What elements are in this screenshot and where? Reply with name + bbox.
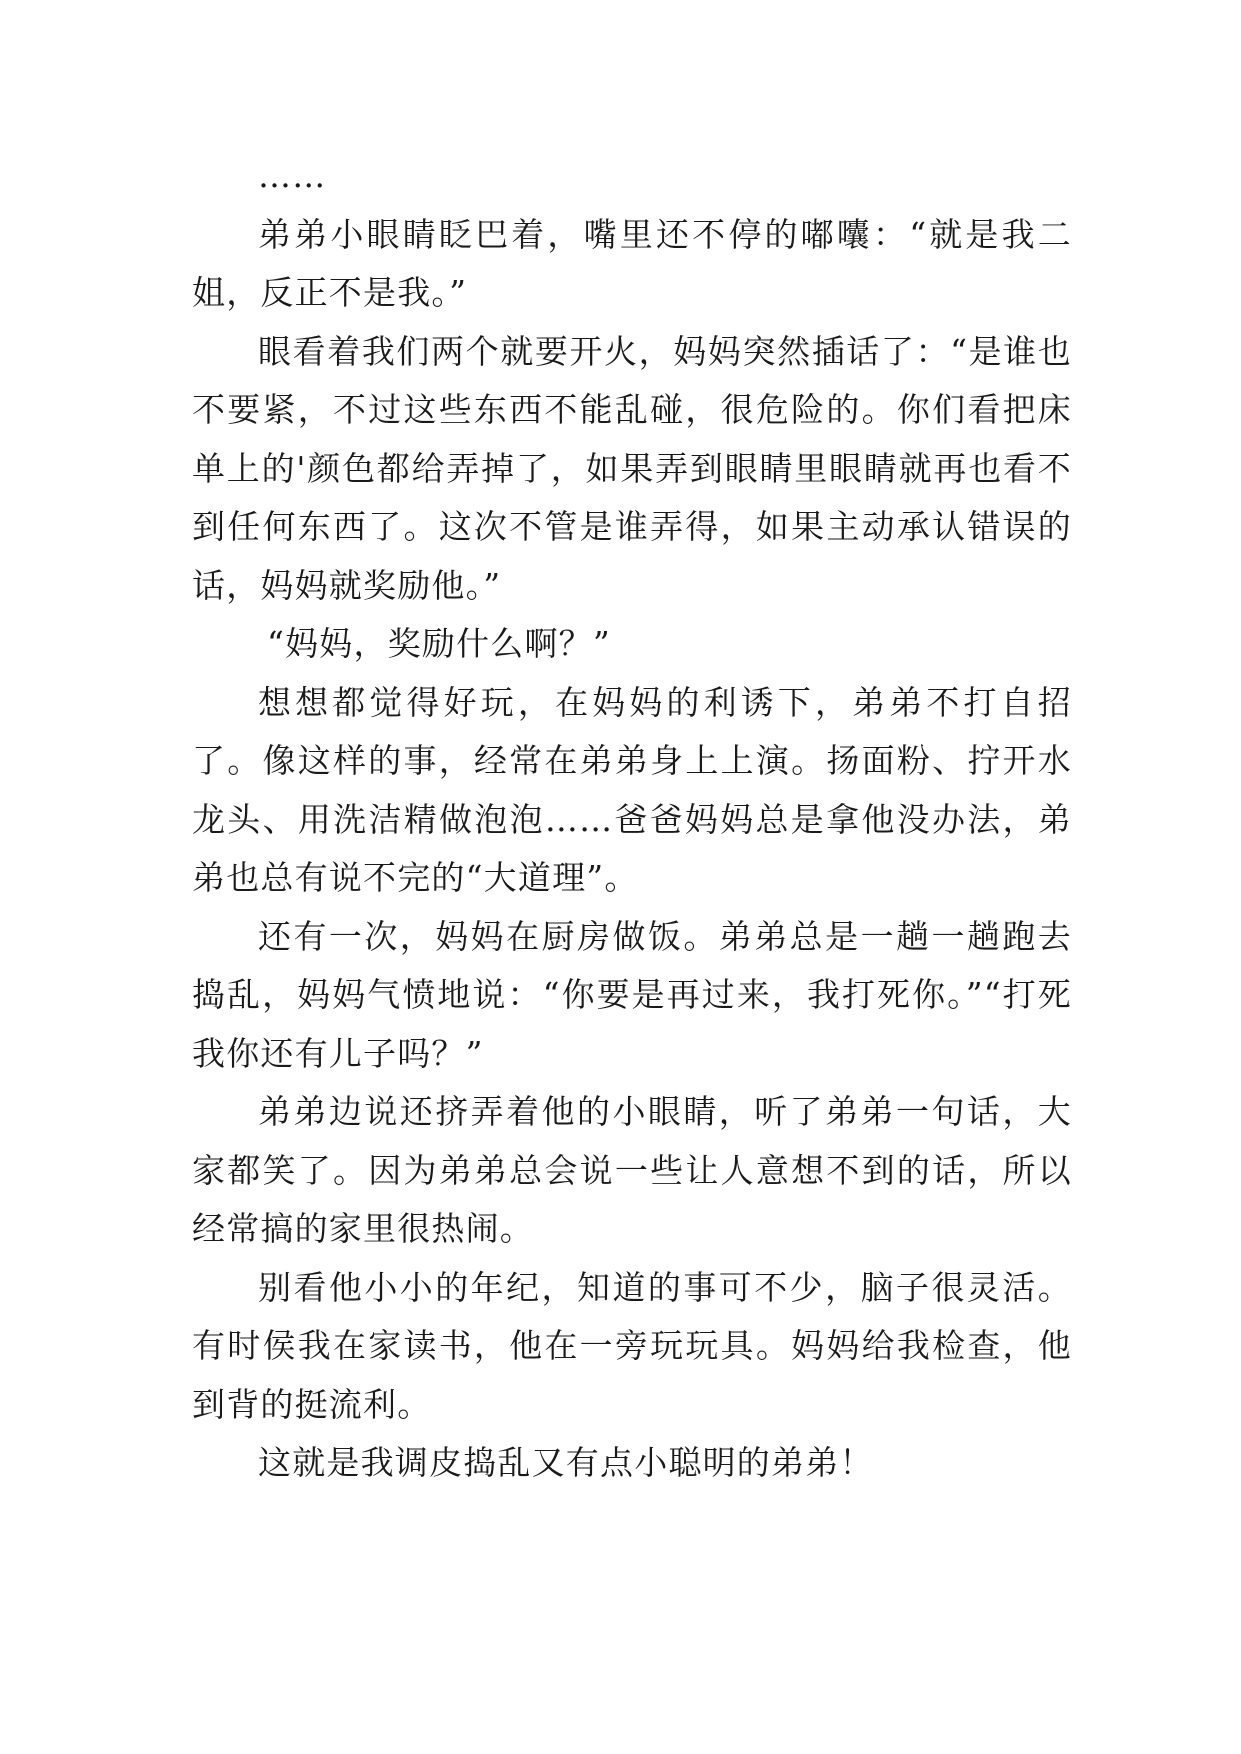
paragraph-conclusion: 这就是我调皮捣乱又有点小聪明的弟弟！	[258, 1443, 874, 1482]
paragraph-mother-interjects: 眼看着我们两个就要开火，妈妈突然插话了：“是谁也不要紧，不过这些东西不能乱碰，很危险的。你们看把床单上的'颜色都给弄掉了，如果弄到眼睛里眼睛就再也看不到任何东西了。这次不管是谁弄得，如果主动承认错误的话，妈妈就奖励他。”	[192, 331, 1072, 605]
paragraph-brother-confesses: 想想都觉得好玩，在妈妈的利诱下，弟弟不打自招了。像这样的事，经常在弟弟身上上演。扬面粉、拧开水龙头、用洗洁精做泡泡……爸爸妈妈总是拿他没办法，弟弟也总有说不完的“大道理”。	[192, 682, 1072, 897]
document-body	[192, 147, 1072, 1493]
paragraph-everyone-laughs: 弟弟边说还挤弄着他的小眼睛，听了弟弟一句话，大家都笑了。因为弟弟总会说一些让人意想不到的话，所以经常搞的家里很热闹。	[192, 1092, 1072, 1248]
paragraph-clever-brother: 别看他小小的年纪，知道的事可不少，脑子很灵活。有时侯我在家读书，他在一旁玩玩具。妈妈给我检查，他到背的挺流利。	[192, 1267, 1072, 1424]
paragraph-kitchen-incident: 还有一次，妈妈在厨房做饭。弟弟总是一趟一趟跑去捣乱，妈妈气愤地说：“你要是再过来，我打死你。”“打死我你还有儿子吗？”	[192, 916, 1072, 1073]
paragraph-what-reward: “妈妈，奖励什么啊？”	[267, 624, 611, 663]
paragraph-brother-mumbles: 弟弟小眼睛眨巴着，嘴里还不停的嘟囔：“就是我二姐，反正不是我。”	[192, 214, 1072, 312]
paragraph-ellipsis: ……	[258, 156, 327, 195]
